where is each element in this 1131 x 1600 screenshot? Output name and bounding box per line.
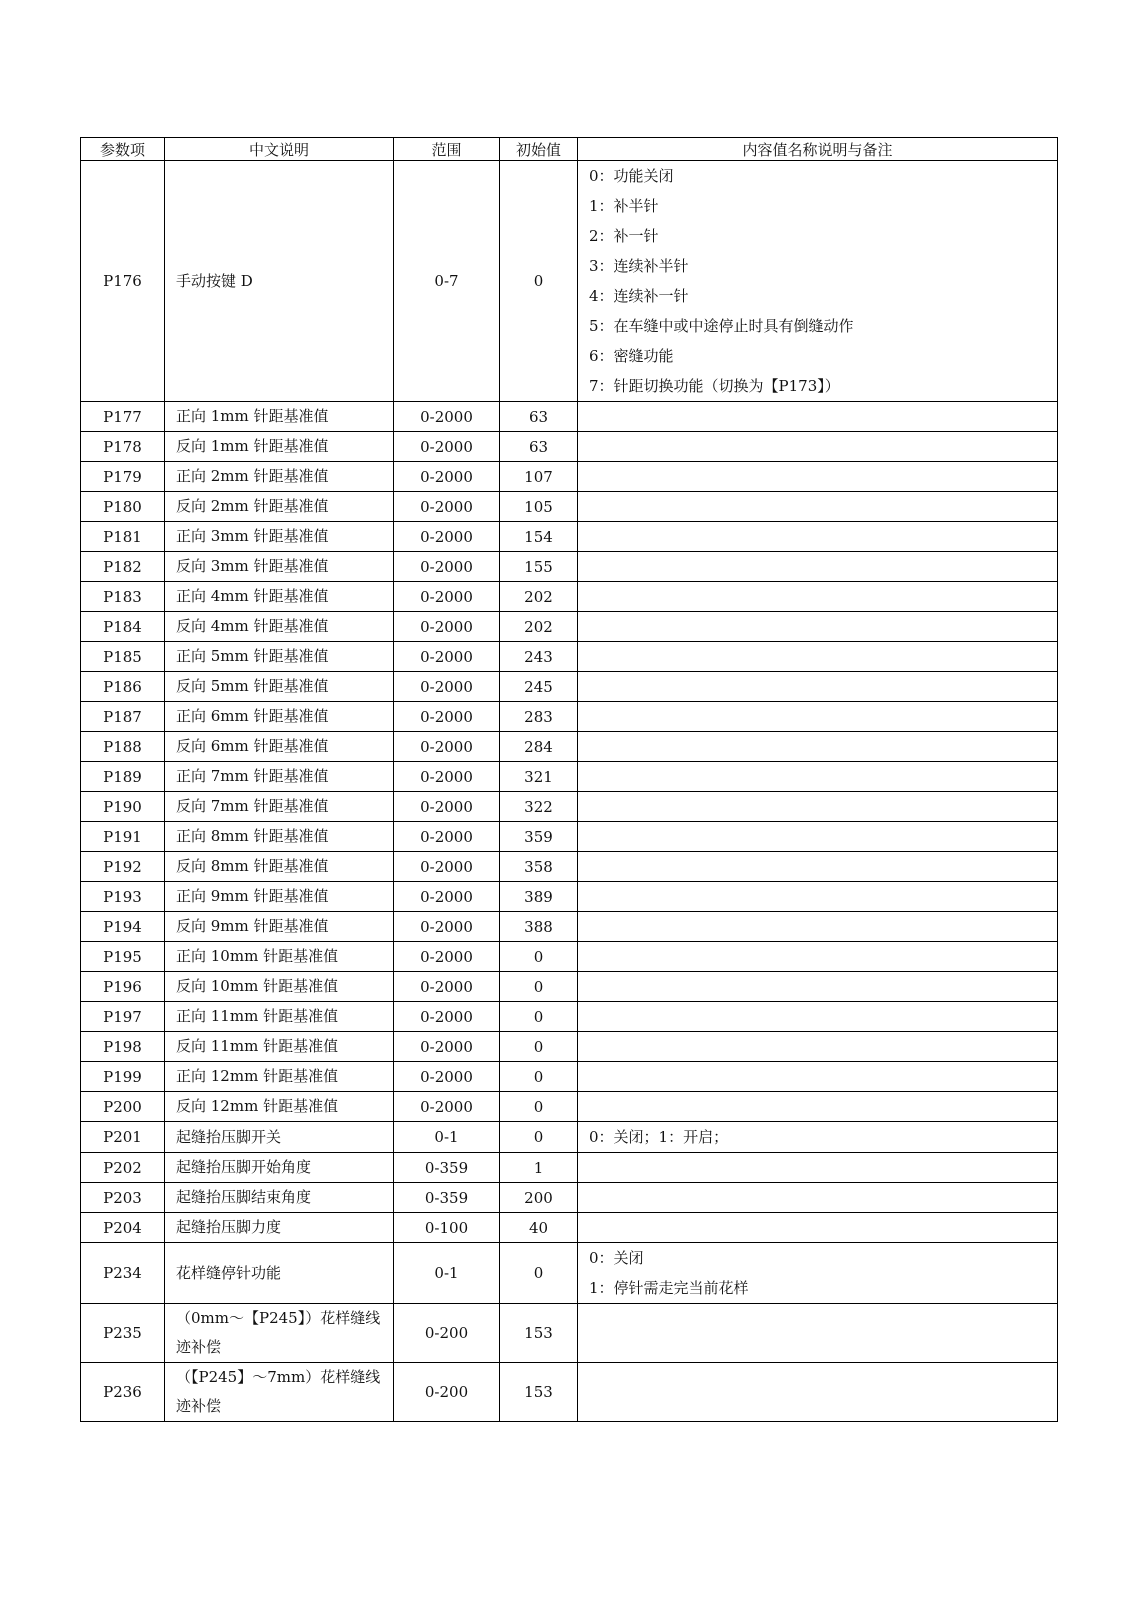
range-cell: 0-2000 [394, 492, 500, 522]
param-id-cell: P192 [81, 852, 165, 882]
range-cell: 0-1 [394, 1122, 500, 1153]
initial-value-cell: 200 [500, 1183, 578, 1213]
description-cell [165, 582, 394, 612]
description-line: 花样缝停针功能 [176, 1263, 282, 1282]
initial-value-cell: 63 [500, 402, 578, 432]
header-description: 中文说明 [165, 138, 394, 161]
header-row [81, 138, 1058, 161]
param-id-cell: P180 [81, 492, 165, 522]
param-id-cell: P197 [81, 1002, 165, 1032]
description-line: 反向 9mm 针距基准值 [176, 917, 329, 935]
range-cell: 0-359 [394, 1183, 500, 1213]
parameter-table [80, 137, 1058, 1422]
description-line: 反向 10mm 针距基准值 [176, 977, 339, 995]
description-line: （【P245】～7mm）花样缝线 [176, 1368, 381, 1386]
table-row [81, 642, 1058, 672]
param-id-cell: P234 [81, 1243, 165, 1304]
initial-value-cell: 153 [500, 1304, 578, 1363]
range-cell: 0-359 [394, 1153, 500, 1183]
range-cell: 0-2000 [394, 1002, 500, 1032]
range-cell: 0-2000 [394, 1062, 500, 1092]
description-cell [165, 432, 394, 462]
table-row [81, 612, 1058, 642]
description-line: 正向 2mm 针距基准值 [176, 467, 329, 485]
range-cell: 0-2000 [394, 972, 500, 1002]
initial-value-cell: 202 [500, 612, 578, 642]
note-line: 2：补一针 [589, 227, 659, 245]
param-id-cell: P176 [81, 161, 165, 402]
initial-value-cell: 63 [500, 432, 578, 462]
notes-cell [578, 1002, 1058, 1032]
description-cell [165, 552, 394, 582]
note-line: 0：功能关闭 [589, 167, 674, 185]
notes-cell [578, 1032, 1058, 1062]
table-row [81, 1213, 1058, 1243]
param-id-cell: P203 [81, 1183, 165, 1213]
initial-value-cell: 388 [500, 912, 578, 942]
initial-value-cell: 155 [500, 552, 578, 582]
range-cell: 0-2000 [394, 882, 500, 912]
range-cell: 0-2000 [394, 582, 500, 612]
description-cell [165, 852, 394, 882]
param-id-cell: P199 [81, 1062, 165, 1092]
param-id-cell: P195 [81, 942, 165, 972]
description-cell [165, 702, 394, 732]
initial-value-cell: 284 [500, 732, 578, 762]
param-id-cell: P178 [81, 432, 165, 462]
initial-value-cell: 0 [500, 1243, 578, 1304]
range-cell: 0-1 [394, 1243, 500, 1304]
notes-cell [578, 1092, 1058, 1122]
param-id-cell: P187 [81, 702, 165, 732]
table-row [81, 792, 1058, 822]
note-line: 7：针距切换功能（切换为【P173】） [589, 377, 840, 395]
notes-cell [578, 1213, 1058, 1243]
description-line: 反向 6mm 针距基准值 [176, 737, 329, 755]
notes-cell [578, 882, 1058, 912]
initial-value-cell: 202 [500, 582, 578, 612]
description-cell [165, 612, 394, 642]
notes-cell [578, 1243, 1058, 1304]
range-cell: 0-200 [394, 1304, 500, 1363]
range-cell: 0-2000 [394, 642, 500, 672]
initial-value-cell: 359 [500, 822, 578, 852]
header-range: 范围 [394, 138, 500, 161]
description-cell [165, 522, 394, 552]
initial-value-cell: 1 [500, 1153, 578, 1183]
initial-value-cell: 0 [500, 1002, 578, 1032]
param-id-cell: P204 [81, 1213, 165, 1243]
description-cell [165, 462, 394, 492]
param-id-cell: P182 [81, 552, 165, 582]
description-line: 反向 1mm 针距基准值 [176, 437, 329, 455]
param-id-cell: P183 [81, 582, 165, 612]
description-line: 起缝抬压脚结束角度 [176, 1188, 312, 1206]
description-line: 反向 12mm 针距基准值 [176, 1097, 339, 1115]
description-line: 起缝抬压脚力度 [176, 1218, 282, 1236]
table-row [81, 582, 1058, 612]
description-line: 正向 7mm 针距基准值 [176, 767, 329, 785]
description-cell [165, 161, 394, 402]
notes-cell [578, 402, 1058, 432]
initial-value-cell: 153 [500, 1363, 578, 1422]
note-line: 4：连续补一针 [589, 287, 689, 305]
range-cell: 0-2000 [394, 792, 500, 822]
description-line: 反向 8mm 针距基准值 [176, 857, 329, 875]
range-cell: 0-2000 [394, 432, 500, 462]
table-header [81, 138, 1058, 161]
notes-cell [578, 702, 1058, 732]
table-row [81, 1363, 1058, 1422]
range-cell: 0-2000 [394, 912, 500, 942]
initial-value-cell: 321 [500, 762, 578, 792]
description-line: （0mm～【P245】）花样缝线 [176, 1309, 381, 1327]
range-cell: 0-2000 [394, 612, 500, 642]
description-cell [165, 1032, 394, 1062]
description-line: 反向 4mm 针距基准值 [176, 617, 329, 635]
table-row [81, 1243, 1058, 1304]
range-cell: 0-200 [394, 1363, 500, 1422]
description-line: 迹补偿 [176, 1338, 222, 1356]
param-id-cell: P177 [81, 402, 165, 432]
range-cell: 0-2000 [394, 522, 500, 552]
initial-value-cell: 107 [500, 462, 578, 492]
param-id-cell: P190 [81, 792, 165, 822]
table-row [81, 1183, 1058, 1213]
description-cell [165, 1363, 394, 1422]
table-row [81, 1304, 1058, 1363]
initial-value-cell: 0 [500, 972, 578, 1002]
param-id-cell: P200 [81, 1092, 165, 1122]
notes-cell [578, 612, 1058, 642]
range-cell: 0-2000 [394, 942, 500, 972]
notes-cell [578, 1062, 1058, 1092]
notes-cell [578, 912, 1058, 942]
description-line: 正向 10mm 针距基准值 [176, 947, 339, 965]
param-id-cell: P194 [81, 912, 165, 942]
table-row [81, 942, 1058, 972]
table-row [81, 732, 1058, 762]
param-id-cell: P186 [81, 672, 165, 702]
note-line: 5：在车缝中或中途停止时具有倒缝动作 [589, 317, 854, 335]
description-line: 正向 6mm 针距基准值 [176, 707, 329, 725]
description-cell [165, 1213, 394, 1243]
notes-cell [578, 462, 1058, 492]
note-line: 0：关闭 [589, 1249, 644, 1267]
description-line: 正向 4mm 针距基准值 [176, 587, 329, 605]
range-cell: 0-2000 [394, 732, 500, 762]
table-row [81, 912, 1058, 942]
range-cell: 0-7 [394, 161, 500, 402]
notes-cell [578, 582, 1058, 612]
header-notes: 内容值名称说明与备注 [578, 138, 1058, 161]
range-cell: 0-2000 [394, 1092, 500, 1122]
description-cell [165, 1183, 394, 1213]
description-cell [165, 492, 394, 522]
table-row [81, 552, 1058, 582]
description-line: 正向 3mm 针距基准值 [176, 527, 329, 545]
range-cell: 0-2000 [394, 852, 500, 882]
description-line: 正向 11mm 针距基准值 [176, 1007, 339, 1025]
table-row [81, 1092, 1058, 1122]
notes-cell [578, 161, 1058, 402]
description-line: 反向 2mm 针距基准值 [176, 497, 329, 515]
description-cell [165, 822, 394, 852]
param-id-cell: P235 [81, 1304, 165, 1363]
initial-value-cell: 389 [500, 882, 578, 912]
note-line: 3：连续补半针 [589, 257, 689, 275]
description-cell [165, 1153, 394, 1183]
notes-cell [578, 972, 1058, 1002]
initial-value-cell: 283 [500, 702, 578, 732]
description-cell [165, 1092, 394, 1122]
param-id-cell: P236 [81, 1363, 165, 1422]
description-cell [165, 672, 394, 702]
description-cell [165, 1002, 394, 1032]
description-line: 手动按键 D [176, 271, 253, 290]
table-row [81, 161, 1058, 402]
notes-cell [578, 942, 1058, 972]
table-row [81, 522, 1058, 552]
note-line: 6：密缝功能 [589, 347, 674, 365]
header-param-id: 参数项 [81, 138, 165, 161]
range-cell: 0-2000 [394, 822, 500, 852]
description-cell [165, 1243, 394, 1304]
table-row [81, 1032, 1058, 1062]
initial-value-cell: 40 [500, 1213, 578, 1243]
notes-cell [578, 1304, 1058, 1363]
param-id-cell: P185 [81, 642, 165, 672]
notes-cell [578, 1363, 1058, 1422]
note-line: 1：停针需走完当前花样 [589, 1279, 749, 1297]
initial-value-cell: 0 [500, 161, 578, 402]
table-body [81, 161, 1058, 1422]
range-cell: 0-2000 [394, 702, 500, 732]
range-cell: 0-2000 [394, 672, 500, 702]
notes-cell [578, 432, 1058, 462]
notes-cell [578, 852, 1058, 882]
table-row [81, 822, 1058, 852]
param-id-cell: P201 [81, 1122, 165, 1153]
param-id-cell: P202 [81, 1153, 165, 1183]
param-id-cell: P198 [81, 1032, 165, 1062]
initial-value-cell: 0 [500, 1092, 578, 1122]
initial-value-cell: 154 [500, 522, 578, 552]
notes-cell [578, 732, 1058, 762]
description-cell [165, 942, 394, 972]
description-line: 起缝抬压脚开始角度 [176, 1158, 312, 1176]
description-cell [165, 882, 394, 912]
initial-value-cell: 105 [500, 492, 578, 522]
description-line: 正向 8mm 针距基准值 [176, 827, 329, 845]
notes-cell [578, 552, 1058, 582]
description-cell [165, 972, 394, 1002]
notes-cell [578, 1122, 1058, 1153]
notes-cell [578, 1183, 1058, 1213]
description-line: 迹补偿 [176, 1397, 222, 1415]
notes-cell [578, 672, 1058, 702]
initial-value-cell: 245 [500, 672, 578, 702]
initial-value-cell: 0 [500, 1032, 578, 1062]
param-id-cell: P184 [81, 612, 165, 642]
notes-cell [578, 642, 1058, 672]
initial-value-cell: 358 [500, 852, 578, 882]
description-line: 反向 7mm 针距基准值 [176, 797, 329, 815]
description-cell [165, 642, 394, 672]
description-line: 正向 12mm 针距基准值 [176, 1067, 339, 1085]
description-cell [165, 912, 394, 942]
description-line: 反向 11mm 针距基准值 [176, 1037, 339, 1055]
table-row [81, 702, 1058, 732]
description-cell [165, 762, 394, 792]
description-cell [165, 792, 394, 822]
notes-cell [578, 822, 1058, 852]
notes-cell [578, 792, 1058, 822]
description-cell [165, 1122, 394, 1153]
range-cell: 0-2000 [394, 462, 500, 492]
table-row [81, 762, 1058, 792]
description-cell [165, 732, 394, 762]
description-line: 起缝抬压脚开关 [176, 1127, 282, 1146]
range-cell: 0-2000 [394, 762, 500, 792]
notes-cell [578, 522, 1058, 552]
param-id-cell: P181 [81, 522, 165, 552]
param-id-cell: P188 [81, 732, 165, 762]
initial-value-cell: 0 [500, 1062, 578, 1092]
description-line: 正向 1mm 针距基准值 [176, 407, 329, 425]
param-id-cell: P179 [81, 462, 165, 492]
param-id-cell: P191 [81, 822, 165, 852]
initial-value-cell: 0 [500, 942, 578, 972]
param-id-cell: P196 [81, 972, 165, 1002]
table-row [81, 1153, 1058, 1183]
table-row [81, 1062, 1058, 1092]
range-cell: 0-2000 [394, 402, 500, 432]
range-cell: 0-2000 [394, 552, 500, 582]
initial-value-cell: 243 [500, 642, 578, 672]
description-line: 反向 5mm 针距基准值 [176, 677, 329, 695]
note-line: 0：关闭；1：开启； [589, 1128, 729, 1146]
description-line: 正向 5mm 针距基准值 [176, 647, 329, 665]
param-id-cell: P193 [81, 882, 165, 912]
notes-cell [578, 1153, 1058, 1183]
header-initial-value: 初始值 [500, 138, 578, 161]
table-row [81, 972, 1058, 1002]
table-row [81, 882, 1058, 912]
description-cell [165, 402, 394, 432]
table-row [81, 672, 1058, 702]
table-row [81, 1002, 1058, 1032]
range-cell: 0-100 [394, 1213, 500, 1243]
table-row [81, 402, 1058, 432]
param-id-cell: P189 [81, 762, 165, 792]
notes-cell [578, 492, 1058, 522]
table-row [81, 852, 1058, 882]
description-line: 正向 9mm 针距基准值 [176, 887, 329, 905]
table-row [81, 1122, 1058, 1153]
description-line: 反向 3mm 针距基准值 [176, 557, 329, 575]
description-cell [165, 1304, 394, 1363]
notes-cell [578, 762, 1058, 792]
range-cell: 0-2000 [394, 1032, 500, 1062]
note-line: 1：补半针 [589, 197, 659, 215]
table-row [81, 462, 1058, 492]
table-row [81, 432, 1058, 462]
description-cell [165, 1062, 394, 1092]
table-row [81, 492, 1058, 522]
initial-value-cell: 0 [500, 1122, 578, 1153]
initial-value-cell: 322 [500, 792, 578, 822]
